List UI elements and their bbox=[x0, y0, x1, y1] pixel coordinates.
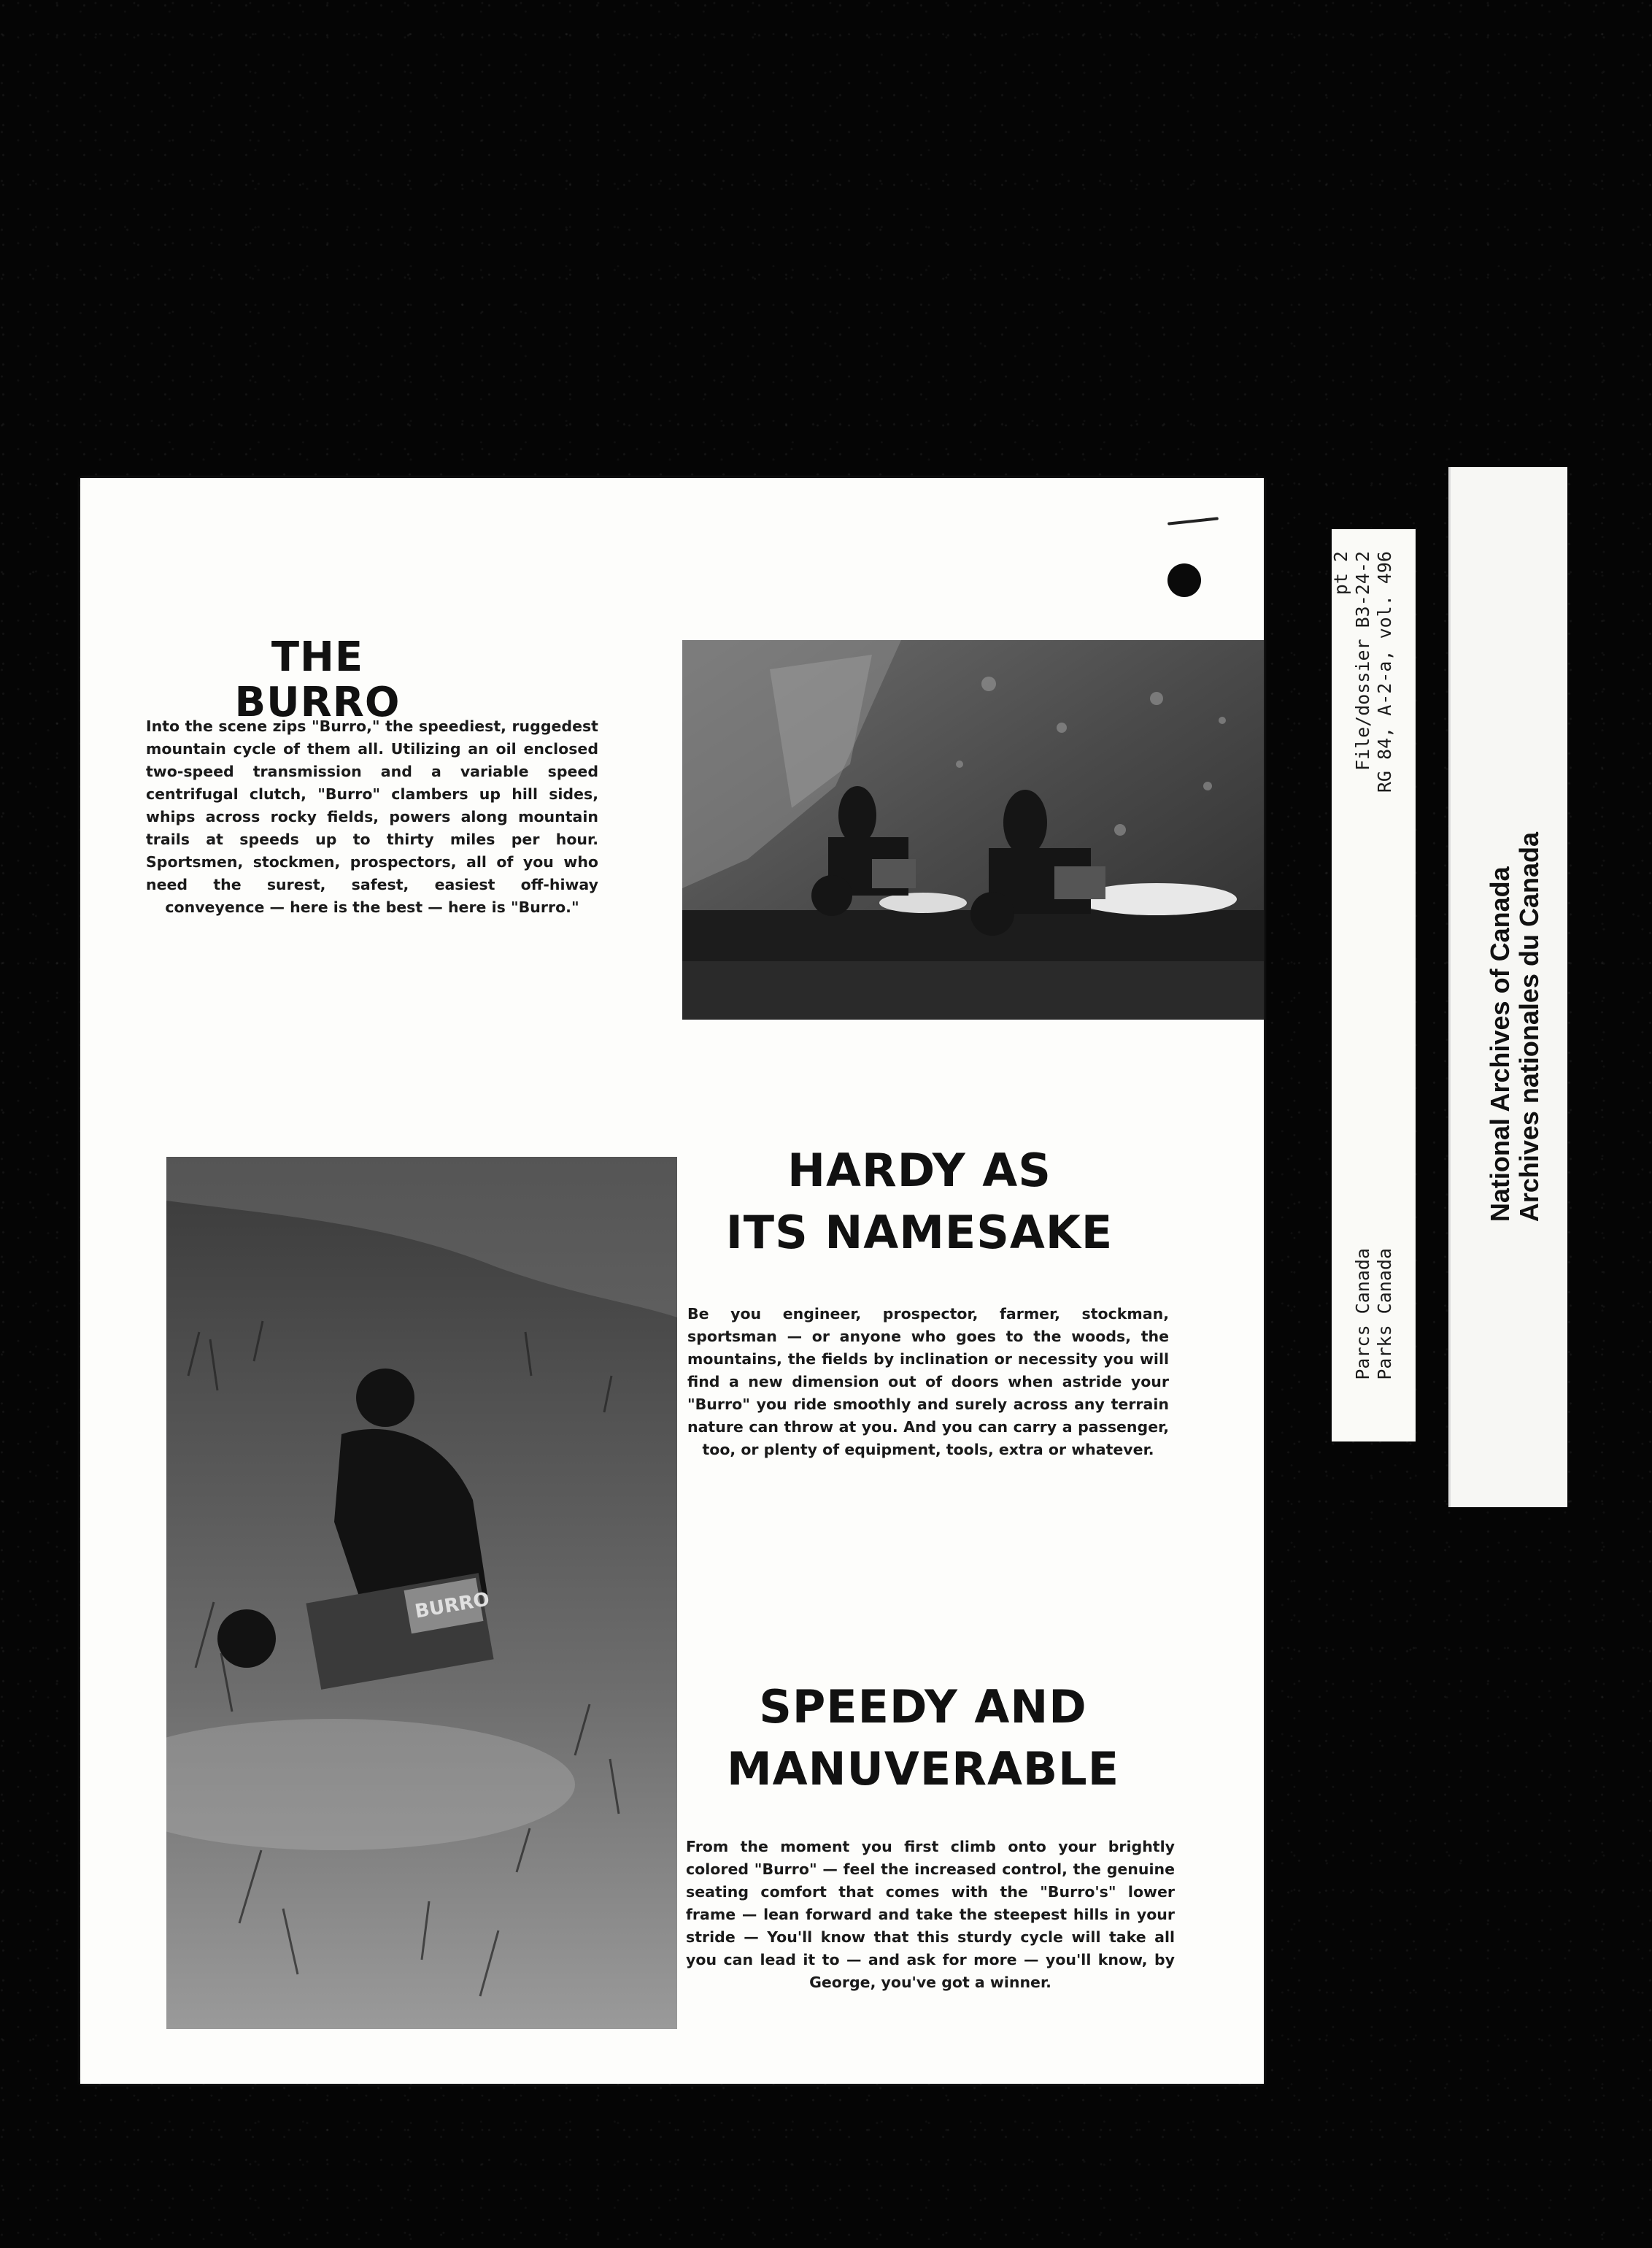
bike-lettering: BURRO bbox=[413, 1588, 492, 1623]
stamp-text bbox=[1486, 832, 1544, 1222]
brochure-page bbox=[80, 478, 1264, 2084]
photo-rider-grassy-slope bbox=[166, 1157, 677, 2029]
heading-speedy-line2: MANUVERABLE bbox=[726, 1742, 1120, 1795]
body-the-burro: Into the scene zips "Burro," the speediest, ruggedest mountain cycle of them all. Utilizing an oil enclosed two-speed transmission and a variable speed centrifugal clutch, "Burro" clambers up hill sides, whips across rocky fields, powers along mountain trails at speeds up to thirty miles per hour. Sportsmen, stockmen, prospectors, all of you who need the surest, safest, easiest off-hiway conveyence — here is the best — here is "Burro." bbox=[146, 717, 598, 916]
photo-riders-rocky-hillside bbox=[682, 640, 1264, 1020]
punch-hole bbox=[1167, 563, 1201, 597]
pen-mark bbox=[1167, 517, 1219, 525]
heading-hardy-line2: ITS NAMESAKE bbox=[725, 1206, 1113, 1259]
stamp-line2: Archives nationales du Canada bbox=[1514, 832, 1544, 1223]
agency-line1: Parks Canada bbox=[1374, 1248, 1395, 1380]
reference-line2: File/dossier B3-24-2 bbox=[1352, 551, 1373, 771]
archive-reference-label bbox=[1332, 529, 1416, 1441]
heading-the-burro: THE BURRO bbox=[234, 634, 401, 726]
heading-hardy-line1: HARDY AS bbox=[787, 1144, 1051, 1197]
photo-rider-illustration bbox=[166, 1157, 677, 2029]
body-speedy: From the moment you first climb onto your brightly colored "Burro" — feel the increased control, the genuine seating comfort that comes with the "Burro's" lower frame — lean forward and take the steepest hills in your stride — You'll know that this sturdy cycle will take all you can lead it to — and ask for more — you'll know, by George, you've got a winner. bbox=[686, 1838, 1175, 1991]
reference-line1: RG 84, A-2-a, vol. 496 bbox=[1374, 551, 1395, 793]
body-hardy: Be you engineer, prospector, farmer, stockman, sportsman — or anyone who goes to the woods, the mountains, the fields by inclination or necessity you will find a new dimension out of doors when astride your "Burro" you ride smoothly and surely across any terrain nature can throw at you. And you can carry a passenger, too, or plenty of equipment, tools, extra or whatever. bbox=[687, 1305, 1169, 1458]
heading-speedy-line1: SPEEDY AND bbox=[759, 1680, 1087, 1733]
agency-line2: Parcs Canada bbox=[1352, 1248, 1373, 1380]
stamp-line1: National Archives of Canada bbox=[1485, 866, 1515, 1223]
photo-riders-illustration bbox=[682, 640, 1264, 1020]
reference-line3: pt 2 bbox=[1330, 551, 1351, 596]
national-archives-stamp bbox=[1448, 467, 1567, 1507]
